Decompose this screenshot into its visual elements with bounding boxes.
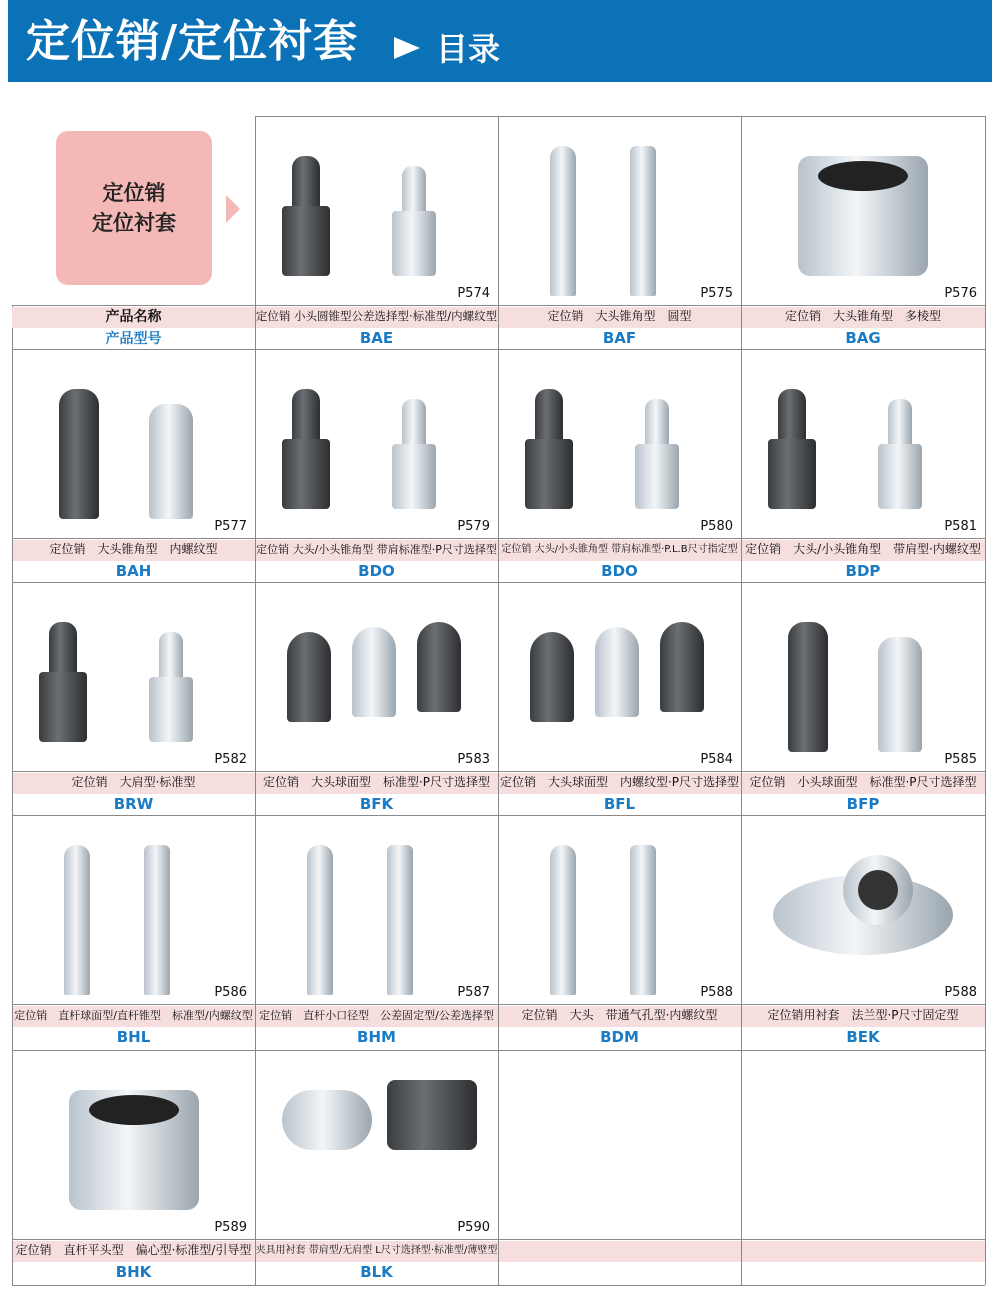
legend-code-label: 产品型号 (105, 331, 162, 347)
product-name: 定位销 大头锥角型 内螺纹型 (49, 542, 218, 556)
header-bar (8, 0, 992, 82)
pin-image (402, 166, 426, 216)
pin-image (59, 389, 99, 519)
empty-name-strip (499, 1241, 741, 1262)
pin-image (550, 845, 576, 995)
page-reference: P580 (700, 519, 733, 534)
product-name: 定位销 大肩型·标准型 (71, 775, 196, 789)
pin-image (660, 622, 704, 712)
product-name: 定位销 小头球面型 标准型·P尺寸选择型 (749, 775, 977, 789)
page-reference: P574 (457, 286, 490, 301)
pin-image (525, 439, 573, 509)
pin-image (149, 404, 193, 519)
pin-image (39, 672, 87, 742)
grid-hline (255, 116, 985, 117)
product-code[interactable]: BDO (601, 562, 638, 580)
page-reference: P582 (214, 752, 247, 767)
category-line-2: 定位衬套 (92, 211, 176, 235)
bushing-hole (818, 161, 908, 191)
pin-image (307, 845, 333, 995)
page-reference: P589 (214, 1220, 247, 1235)
product-name: 定位销 大头/小头锥角型 带肩标准型·P.L.B尺寸指定型 (501, 544, 738, 555)
pin-image (282, 439, 330, 509)
page-title: 定位销/定位衬套 (26, 16, 359, 67)
product-name: 定位销 直杆球面型/直杆锥型 标准型/内螺纹型 (14, 1009, 253, 1022)
product-code[interactable]: BFK (359, 795, 394, 813)
page-reference: P575 (700, 286, 733, 301)
product-name: 定位销 大头 带通气孔型·内螺纹型 (521, 1008, 718, 1022)
page-reference: P588 (700, 985, 733, 1000)
legend-name-label: 产品名称 (105, 309, 162, 325)
pin-image (352, 627, 396, 717)
pin-image (768, 439, 816, 509)
product-code[interactable]: BHK (115, 1263, 152, 1281)
pin-image (392, 444, 436, 509)
product-name: 定位销 直杆平头型 偏心型·标准型/引导型 (15, 1243, 252, 1257)
product-code[interactable]: BRW (113, 795, 154, 813)
product-code[interactable]: BAF (602, 329, 637, 347)
arrow-right-icon (394, 37, 420, 59)
page-reference: P590 (457, 1220, 490, 1235)
flange-hole (858, 870, 898, 910)
product-code[interactable]: BHL (116, 1028, 151, 1046)
pin-image (149, 677, 193, 742)
pin-image (635, 444, 679, 509)
category-line-1: 定位销 (102, 181, 166, 205)
page-reference: P584 (700, 752, 733, 767)
pin-image (530, 632, 574, 722)
bushing-image (387, 1080, 477, 1150)
pin-image (402, 399, 426, 449)
product-code[interactable]: BEK (846, 1028, 880, 1046)
bushing-hole (89, 1095, 179, 1125)
pin-image (282, 206, 330, 276)
grid-hline (12, 1050, 985, 1051)
product-name: 定位销 大头球面型 标准型·P尺寸选择型 (262, 775, 491, 789)
pin-image (287, 632, 331, 722)
grid-hline (12, 1285, 985, 1286)
pin-image (392, 211, 436, 276)
product-code[interactable]: BHM (357, 1028, 396, 1046)
pin-image (878, 637, 922, 752)
page-reference: P587 (457, 985, 490, 1000)
product-name: 定位销 大头球面型 内螺纹型·P尺寸选择型 (499, 775, 740, 789)
pin-image (595, 627, 639, 717)
triangle-right-icon (226, 195, 240, 223)
product-name: 定位销用衬套 法兰型·P尺寸固定型 (767, 1008, 959, 1022)
product-name: 定位销 大头锥角型 圆型 (547, 309, 692, 323)
page-reference: P577 (214, 519, 247, 534)
page-reference: P576 (944, 286, 977, 301)
page-reference: P588 (944, 985, 977, 1000)
product-code[interactable]: BAE (359, 329, 394, 347)
product-name: 夹具用衬套 带肩型/无肩型 L尺寸选择型·标准型/薄壁型 (255, 1245, 498, 1256)
product-code[interactable]: BLK (360, 1263, 393, 1281)
product-code[interactable]: BDM (600, 1028, 639, 1046)
page-reference: P583 (457, 752, 490, 767)
pin-image (888, 399, 912, 449)
product-code[interactable]: BAH (115, 562, 152, 580)
pin-image (387, 845, 413, 995)
pin-image (788, 622, 828, 752)
page-reference: P581 (944, 519, 977, 534)
product-code[interactable]: BFP (846, 795, 880, 813)
grid-hline (12, 582, 985, 583)
page-reference: P579 (457, 519, 490, 534)
pin-image (144, 845, 170, 995)
product-name: 定位销 大头/小头锥角型 带肩型·内螺纹型 (745, 542, 981, 556)
grid-vline (985, 116, 986, 1285)
product-code[interactable]: BFL (603, 795, 636, 813)
pin-image (64, 845, 90, 995)
pin-image (645, 399, 669, 449)
product-name: 定位销 大头/小头锥角型 带肩标准型·P尺寸选择型 (256, 543, 497, 556)
pin-image (630, 845, 656, 995)
category-box (56, 131, 212, 285)
pin-image (550, 146, 576, 296)
page-reference: P586 (214, 985, 247, 1000)
pin-image (159, 632, 183, 682)
product-name: 定位销 大头锥角型 多棱型 (784, 309, 941, 323)
pin-image (630, 146, 656, 296)
product-name: 定位销 直杆小口径型 公差固定型/公差选择型 (259, 1009, 494, 1022)
grid-hline (12, 815, 985, 816)
page-reference: P585 (944, 752, 977, 767)
product-name: 定位销 小头圆锥型公差选择型·标准型/内螺纹型 (255, 309, 498, 323)
pin-image (878, 444, 922, 509)
bushing-image (282, 1090, 372, 1150)
product-code[interactable]: BDO (358, 562, 395, 580)
empty-name-strip (742, 1241, 985, 1262)
product-code[interactable]: BAG (845, 329, 881, 347)
product-code[interactable]: BDP (845, 562, 881, 580)
page-subtitle: 目录 (436, 30, 501, 68)
pin-image (417, 622, 461, 712)
